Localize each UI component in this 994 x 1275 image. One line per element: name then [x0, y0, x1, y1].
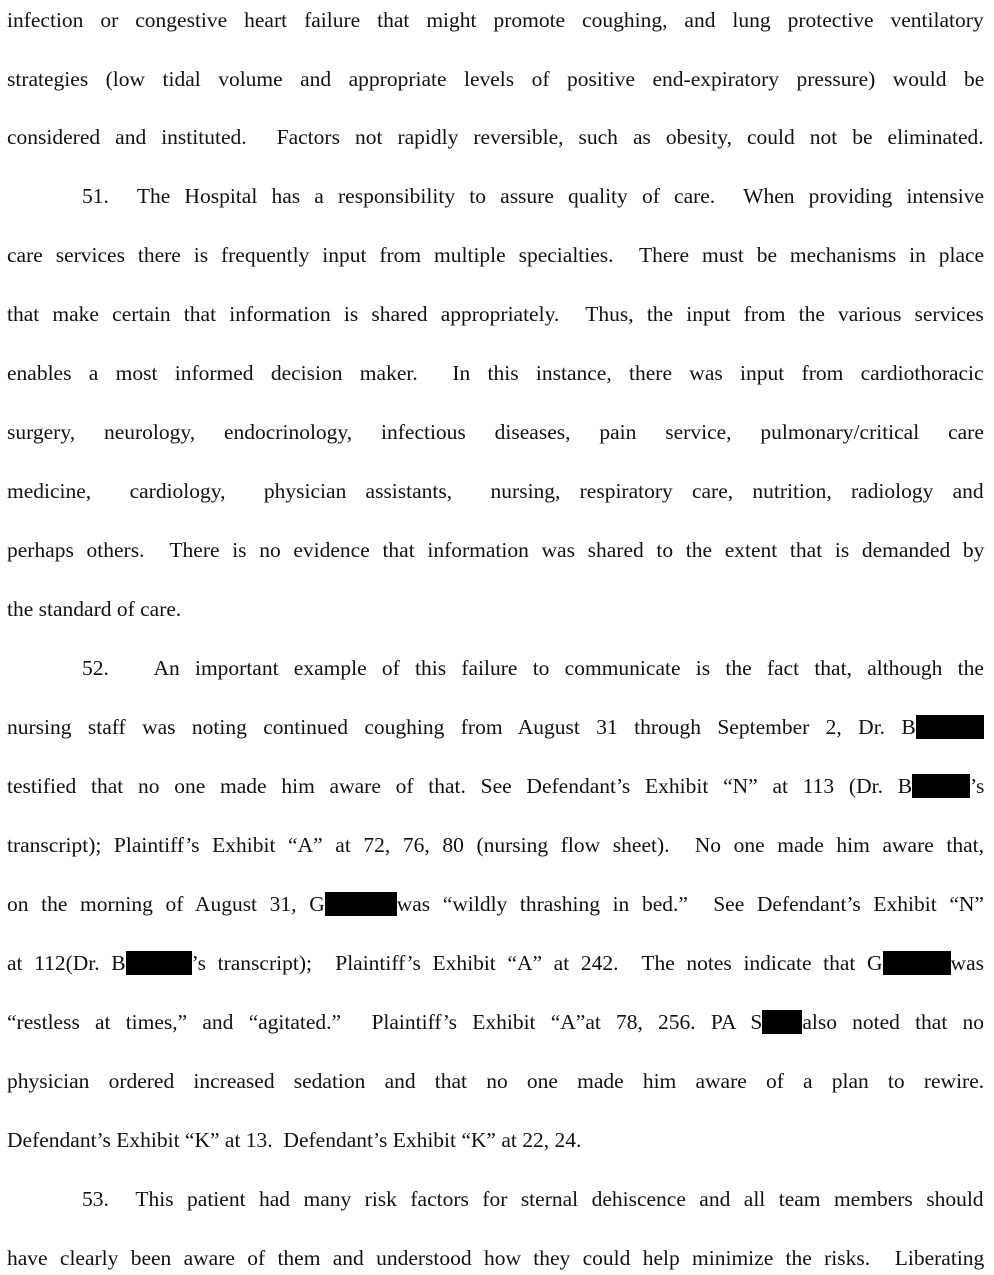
text-line: nursing staff was noting continued coughing from August 31 through September 2, Dr. B: [7, 712, 984, 742]
redaction-bar: [916, 715, 984, 739]
redaction-bar: [883, 951, 951, 975]
text-line: strategies (low tidal volume and appropriate levels of positive end-expiratory pressure) would be: [7, 67, 985, 91]
redaction-bar: [762, 1010, 802, 1034]
text-line: “restless at times,” and “agitated.” Plaintiff’s Exhibit “A”at 78, 256. PA S also noted that no: [7, 1010, 984, 1034]
paragraph-53-first-line: 53. This patient had many risk factors for sternal dehiscence and all team members should: [82, 1187, 984, 1211]
text-line: physician ordered increased sedation and that no one made him aware of a plan to rewire.: [7, 1069, 985, 1093]
text-line: medicine, cardiology, physician assistants, nursing, respiratory care, nutrition, radiology and: [7, 479, 984, 503]
text-line: considered and instituted. Factors not rapidly reversible, such as obesity, could not be eliminated.: [7, 125, 984, 149]
text-line: transcript); Plaintiff’s Exhibit “A” at 72, 76, 80 (nursing flow sheet). No one made him aware that,: [7, 833, 985, 857]
text-line: that make certain that information is shared appropriately. Thus, the input from the various services: [7, 302, 984, 326]
text-line: the standard of care.: [7, 597, 182, 621]
text-line: on the morning of August 31, G was “wildly thrashing in bed.” See Defendant’s Exhibit “N”: [7, 892, 984, 916]
text-line: infection or congestive heart failure that might promote coughing, and lung protective ventilatory: [7, 8, 984, 32]
text-line: testified that no one made him aware of that. See Defendant’s Exhibit “N” at 113 (Dr. B ’s: [7, 774, 985, 798]
text-line: care services there is frequently input from multiple specialties. There must be mechanisms in place: [7, 243, 985, 267]
redaction-bar: [325, 892, 397, 916]
paragraph-52-first-line: 52. An important example of this failure to communicate is the fact that, although the: [82, 656, 984, 680]
redaction-bar: [912, 774, 970, 798]
text-line: Defendant’s Exhibit “K” at 13. Defendant’s Exhibit “K” at 22, 24.: [7, 1128, 582, 1152]
text-line: perhaps others. There is no evidence that information was shared to the extent that is demanded by: [7, 538, 985, 562]
paragraph-51-first-line: 51. The Hospital has a responsibility to assure quality of care. When providing intensive: [82, 184, 985, 208]
redaction-bar: [126, 951, 192, 975]
text-line: have clearly been aware of them and understood how they could help minimize the risks. Liberating: [7, 1246, 985, 1270]
text-line: enables a most informed decision maker. In this instance, there was input from cardiothoracic: [7, 361, 984, 385]
text-line: surgery, neurology, endocrinology, infectious diseases, pain service, pulmonary/critical care: [7, 420, 984, 444]
text-line: at 112(Dr. B ’s transcript); Plaintiff’s Exhibit “A” at 242. The notes indicate that G was: [7, 951, 984, 975]
